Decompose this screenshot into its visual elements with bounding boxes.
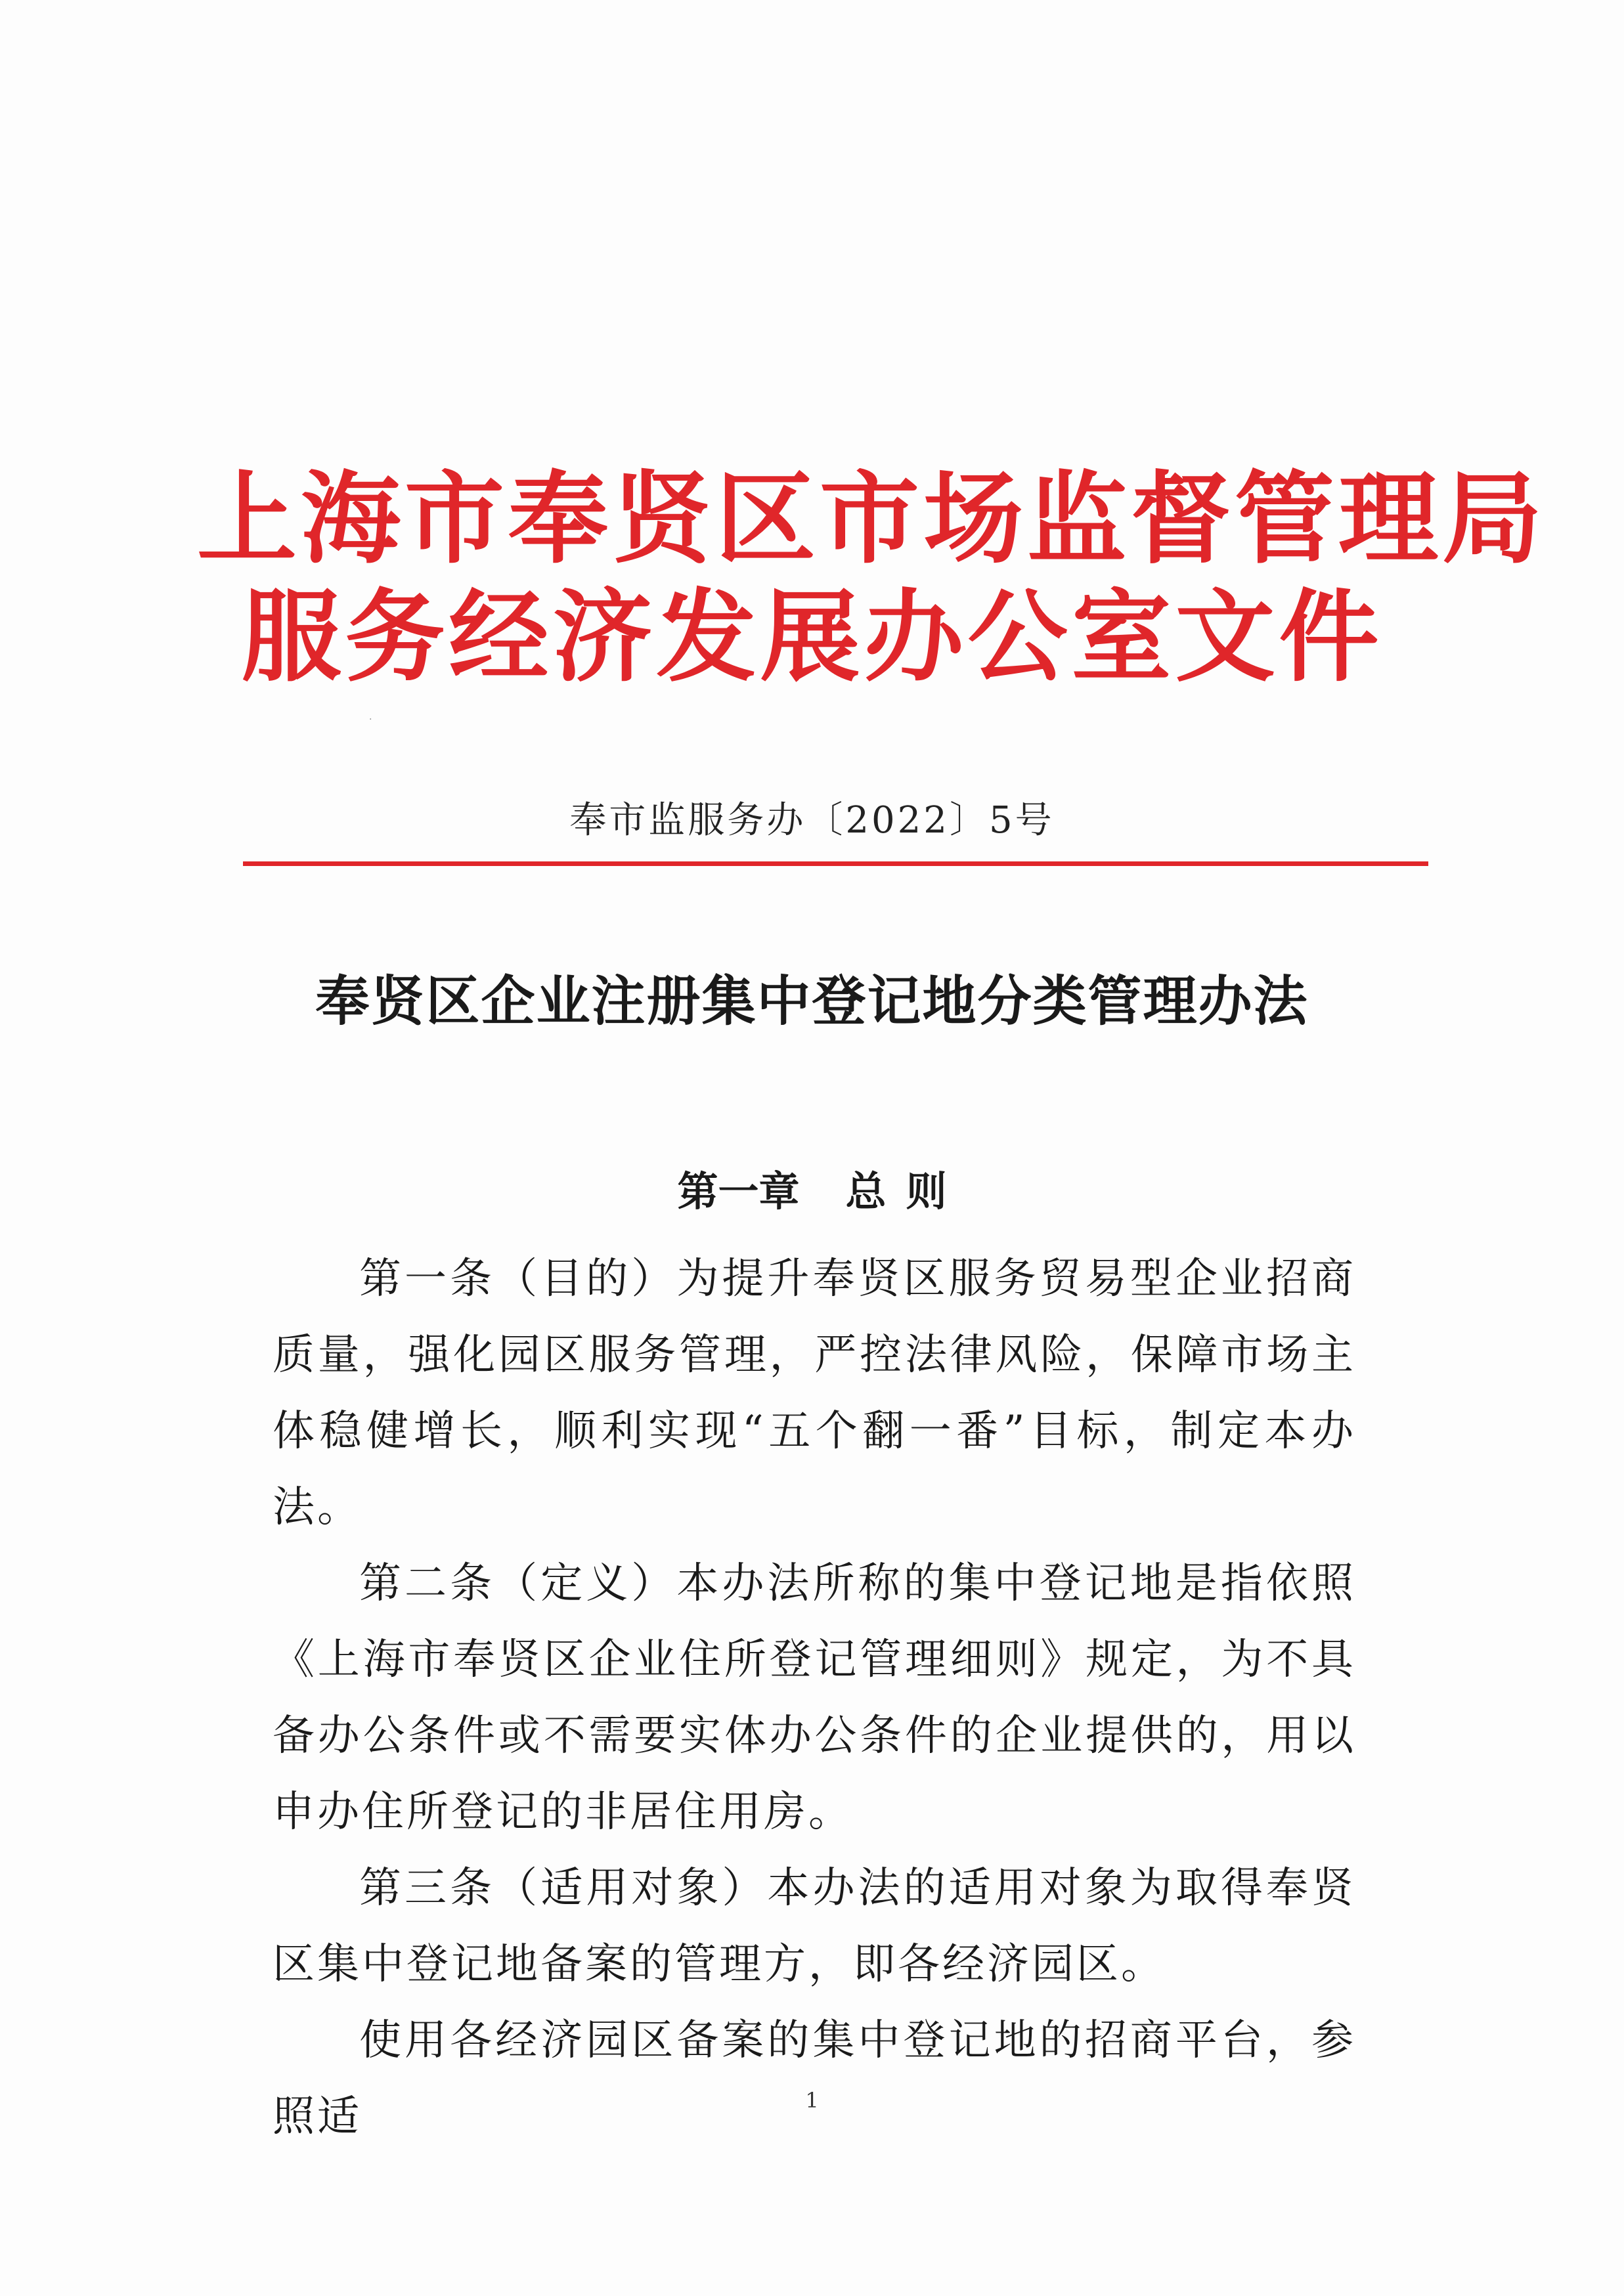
scan-speck: · (369, 714, 372, 725)
chapter-name-part1: 总 (845, 1167, 887, 1215)
issuing-authority-line1: 上海市奉贤区市场监督管理局 (197, 460, 1546, 577)
article-1: 第一条（目的）为提升奉贤区服务贸易型企业招商质量，强化园区服务管理，严控法律风险，保障市场主体稳健增长，顺利实现“五个翻一番”目标，制定本办法。 (273, 1255, 1356, 1532)
chapter-number: 第一章 (677, 1167, 800, 1215)
article-2: 第二条（定义）本办法所称的集中登记地是指依照《上海市奉贤区企业住所登记管理细则》规定，为不具备办公条件或不需要实体办公条件的企业提供的，用以申办住所登记的非居住用房。 (273, 1559, 1356, 1836)
body-text (273, 1241, 1356, 2155)
article-3: 第三条（适用对象）本办法的适用对象为取得奉贤区集中登记地备案的管理方，即各经济园区。 (273, 1864, 1356, 1989)
chapter-heading (0, 1162, 1624, 1221)
red-separator-line (243, 861, 1428, 866)
page-number: 1 (805, 2088, 819, 2113)
document-number: 奉市监服务办〔2022〕5号 (569, 799, 1055, 842)
chapter-name-part2: 则 (906, 1167, 947, 1215)
document-title: 奉贤区企业注册集中登记地分类管理办法 (315, 970, 1309, 1033)
issuing-authority-line2: 服务经济发展办公室文件 (241, 578, 1383, 695)
article-3-continuation: 使用各经济园区备案的集中登记地的招商平台，参照适 (273, 2016, 1356, 2141)
